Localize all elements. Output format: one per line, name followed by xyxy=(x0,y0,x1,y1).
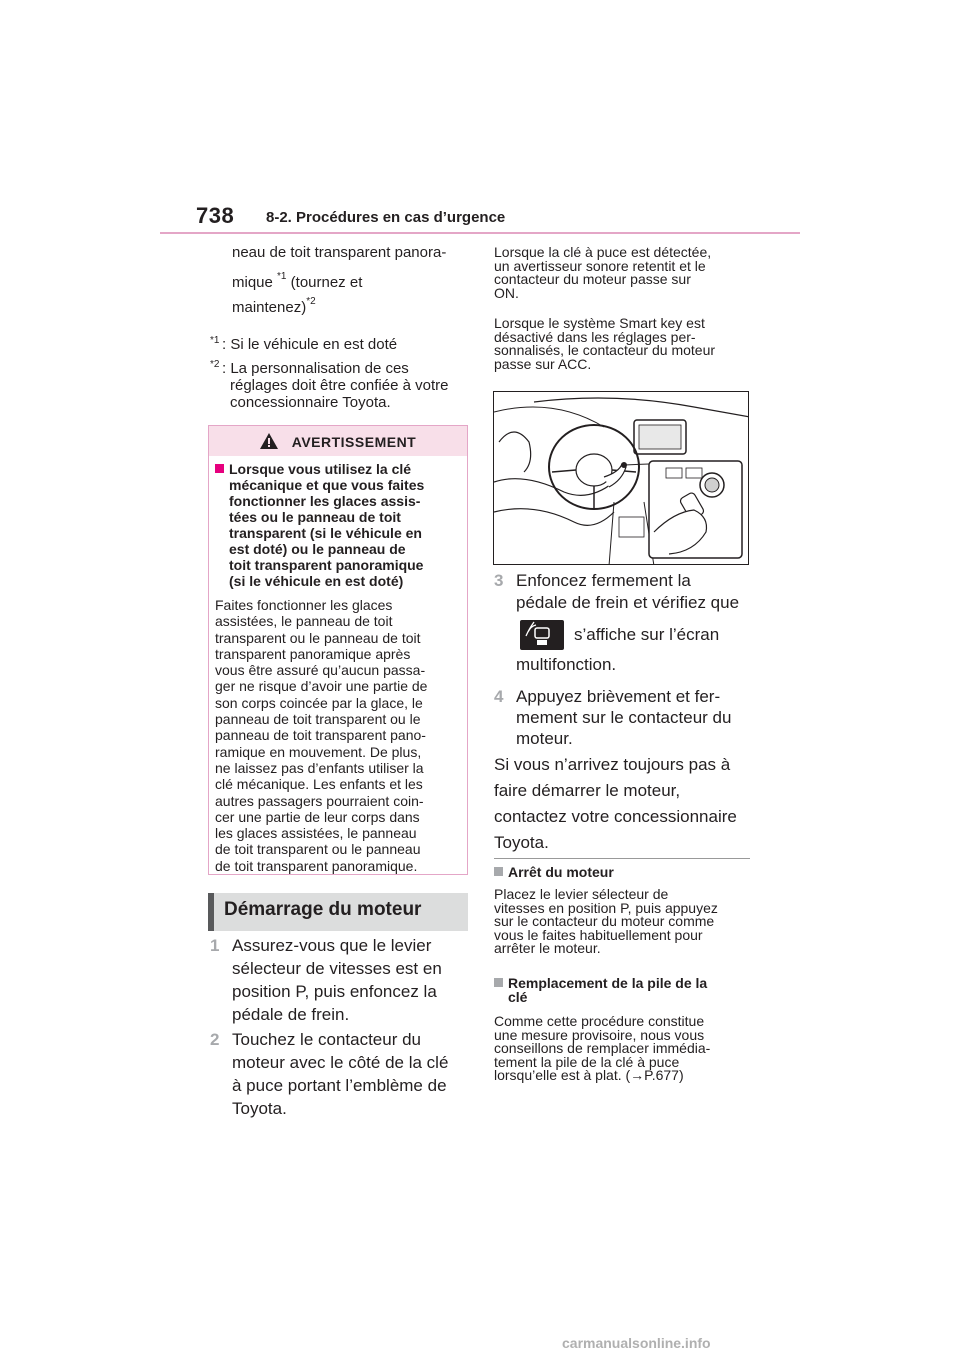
step-number: 4 xyxy=(494,687,504,706)
step-number: 3 xyxy=(494,571,504,590)
warning-body: Faites fonctionner les glaces assistées, le panneau de toit transparent ou le panneau de toit transparent panoramique après vous être assuré qu’aucun passa- ger ne risque d’avoir une partie de son corps coincée par la glace, le panneau de toit transparent ou le panneau de toit transparent pano- ramique en mouvement. De plus, ne laissez pas d’enfants utiliser la clé mécanique. Les enfants et les autres passagers pourraient coin- cer une partie de leur corps dans les glaces assistées, le panneau de toit transparent ou le panneau de toit transparent panoramique. xyxy=(215,597,428,874)
chapter-title: 8-2. Procédures en cas d’urgence xyxy=(266,209,506,226)
section-title: Démarrage du moteur xyxy=(224,899,422,920)
driver-key-illustration xyxy=(494,392,749,565)
header-rule xyxy=(160,232,800,234)
page-number: 738 xyxy=(196,203,235,228)
bullet-icon xyxy=(494,867,503,876)
step-4: 4 Appuyez brièvement et fer- mement sur le contacteur du moteur. xyxy=(494,684,754,764)
subheading-engine-stop: Arrêt du moteur xyxy=(494,866,614,880)
paragraph-smart-key: Lorsque le système Smart key est désactivé dans les réglages per- sonnalisés, le contacteur du moteur passe sur ACC. xyxy=(494,315,716,372)
continuation-line-3: maintenez)$^{*2}$ xyxy=(232,296,316,316)
step-3: 3 Enfoncez fermement la pédale de frein et vérifiez que s’affiche sur l’écran multifonction. xyxy=(494,568,754,708)
key-indicator-icon xyxy=(520,620,564,650)
continuation-line-1: neau de toit transparent panora- xyxy=(232,244,447,261)
continuation-line-2: mique $^{*1}$ (tournez et xyxy=(232,271,363,291)
bullet-icon xyxy=(215,464,224,473)
illustration-driver-touching-switch xyxy=(493,391,749,565)
paragraph-engine-stop: Placez le levier sélecteur de vitesses en position P, puis appuyez sur le contacteur du moteur comme vous le faites habituellement pour arrêter le moteur. xyxy=(494,886,718,956)
section-heading-bar xyxy=(208,893,214,931)
paragraph-contact-dealer: Si vous n’arrivez toujours pas à faire démarrer le moteur, contactez votre concessionnaire Toyota. xyxy=(494,755,737,852)
section-divider xyxy=(494,858,750,859)
watermark: carmanualsonline.info xyxy=(562,1335,711,1351)
paragraph-battery-replacement: Comme cette procédure constitue une mesure provisoire, nous vous conseillons de remplacer immédia- tement la pile de la clé à puce lorsqu’elle est à plat. (→P.677) xyxy=(494,1013,711,1083)
paragraph-key-detected: Lorsque la clé à puce est détectée, un avertisseur sonore retentit et le contacteur du moteur passe sur ON. xyxy=(494,244,712,301)
step-number: 1 xyxy=(210,936,220,955)
warning-subtitle: Lorsque vous utilisez la clé mécanique et que vous faites fonctionner les glaces assis- tées ou le panneau de toit transparent (si le véhicule en est doté) ou le panneau de toit transparent panoramique (si le véhicule en est doté) xyxy=(215,461,463,589)
footnote-2: *2 : La personnalisation de ces réglages doit être confiée à votre concessionnaire Toyota. xyxy=(210,359,449,411)
step-number: 2 xyxy=(210,1030,220,1049)
step-2: 2 Touchez le contacteur du moteur avec le côté de la clé à puce portant l’emblème de Toyota. xyxy=(210,1030,449,1118)
bullet-icon xyxy=(494,978,503,987)
warning-triangle-icon xyxy=(260,433,278,452)
warning-title: AVERTISSEMENT xyxy=(209,433,467,452)
warning-box xyxy=(208,425,468,875)
section-heading xyxy=(208,893,468,931)
footnote-1: *1 : Si le véhicule en est doté xyxy=(210,335,398,353)
step-1: 1 Assurez-vous que le levier sélecteur de vitesses est en position P, puis enfoncez la pédale de frein. xyxy=(210,936,442,1024)
subheading-battery-replacement: Remplacement de la pile de la clé xyxy=(494,977,707,1004)
